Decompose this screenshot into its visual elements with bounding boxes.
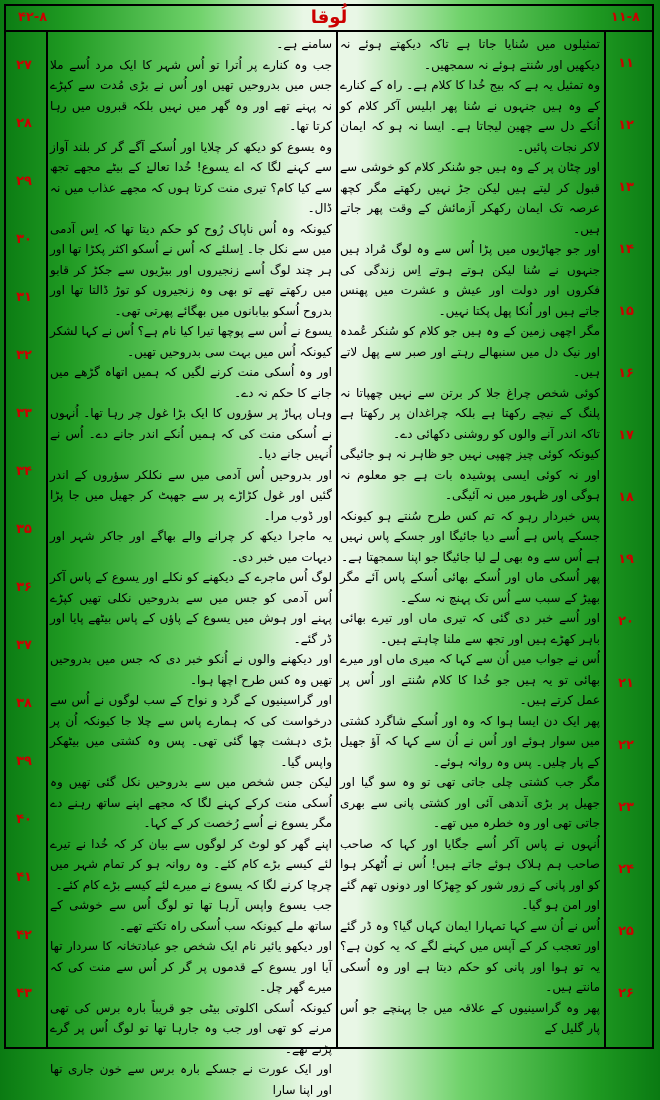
verse-number: ۲۶ [618,986,634,1001]
verse-text: کیونکہ اُسکی اکلوتی بیٹی جو قریباً بارہ برس کی تھی مرنے کو تھی اور جب وہ جارہا تھا تو لوگ اُس پر گرے پڑتے تھے۔ [50,1000,332,1056]
verse-text: اور وہ اُسکی منت کرنے لگیں کہ ہمیں اتھاہ گڑھے میں جانے کا حکم نہ دے۔ [50,365,332,400]
verse-number: ۲۴ [618,862,634,877]
verse-number: ۳۵ [16,522,32,537]
verse-number: ۱۷ [618,428,634,443]
verse-text: اپنے گھر کو لوٹ کر لوگوں سے بیان کر کہ خُدا نے تیرے لئے کیسے بڑے کام کئے۔ وہ روانہ ہو کر تمام شہر میں چرچا کرنے لگا کہ یسوع نے میرے لئے کیسے بڑے کام کئے۔ [50,836,332,892]
verse-text: یسوع نے اُس سے پوچھا تیرا کیا نام ہے؟ اُس نے کہا لشکر کیونکہ اُس میں بہت سی بدروحیں تھیں۔ [50,324,332,359]
verse-text: کیونکہ وہ اُس ناپاک رُوح کو حکم دیتا تھا کہ اِس آدمی میں سے نکل جا۔ اِسلئے کہ اُس نے اُسکو اکثر پکڑا تھا اور ہر چند لوگ اُسے زنجیروں اور بیڑیوں سے جکڑ کر قابو میں رکھتے تھے تو بھی وہ زنجیروں کو توڑ ڈالتا تھا اور بدروح اُسکو بیابانوں میں بھگائے پھرتی تھی۔ [50,221,332,318]
verse-number: ۱۲ [618,118,634,133]
verse-number: ۱۹ [618,552,634,567]
verse-text: مگر جب کشتی چلی جاتی تھی تو وہ سو گیا اور جھیل پر بڑی آندھی آئی اور کشتی پانی سے بھری جاتی تھی اور وہ خطرہ میں تھے۔ [340,775,600,830]
verse-text: اور چٹان پر کے وہ ہیں جو سُنکر کلام کو خوشی سے قبول کر لیتے ہیں لیکن جڑ نہیں رکھتے مگر کچھ عرصہ تک ایمان رکھکر آزمائش کے وقت پھر جاتے ہیں۔ [340,160,600,236]
verse-text: اور ایک عورت نے جسکے بارہ برس سے خون جاری تھا اور اپنا سارا [50,1062,332,1097]
verse-text: اور دیکھنے والوں نے اُنکو خبر دی کہ جس میں بدروحیں تھیں وہ کس طرح اچھا ہوا۔ [50,652,332,687]
verse-text: لیکن جس شخص میں سے بدروحیں نکل گئی تھیں وہ اُسکی منت کرکے کہنے لگا کہ مجھے اپنے ساتھ رہنے دے مگر یسوع نے اُسے رُخصت کر کے کہا۔ [50,775,332,830]
verse-text: پس خبردار رہو کہ تم کس طرح سُنتے ہو کیونکہ جسکے پاس ہے اُسے دیا جائیگا اور جسکے پاس نہیں ہے اُس سے وہ بھی لے لیا جائیگا جو اپنا سمجھتا ہے۔ [340,508,600,564]
verse-number: ۳۰ [16,232,32,247]
verse-number: ۱۵ [618,304,634,319]
verse-number: ۳۱ [16,290,32,305]
verse-number: ۱۳ [618,180,634,195]
verse-number: ۳۲ [16,348,32,363]
verse-text: کوئی شخص چراغ جلا کر برتن سے نہیں چھپاتا نہ پلنگ کے نیچے رکھتا ہے بلکہ چراغدان پر رکھتا ہے تاکہ اندر آنے والوں کو روشنی دکھائی دے۔ [340,385,600,441]
verse-text: جب وہ کنارے پر اُترا تو اُس شہر کا ایک مرد اُسے ملا جس میں بدروحیں تھیں اور اُس نے بڑی مُدت سے کپڑے نہ پہنے تھے اور وہ گھر میں نہیں بلکہ قبروں میں رہا کرتا تھا۔ [50,57,332,133]
verse-text: وہ یسوع کو دیکھ کر چلایا اور اُسکے آگے گر کر بلند آواز سے کہنے لگا کہ اے یسوع! خُدا تعالےٰ کے بیٹے مجھے تجھ سے کیا کام؟ تیری منت کرتا ہوں کہ مجھے عذاب میں نہ ڈال۔ [50,139,332,215]
verse-text: لوگ اُس ماجرے کے دیکھنے کو نکلے اور یسوع کے پاس آکر اُس آدمی کو جس میں سے بدروحیں نکلی تھیں کپڑے پہنے اور ہوش میں یسوع کے پاؤں کے پاس بیٹھے پایا اور ڈر گئے۔ [50,570,332,646]
verse-text: جب یسوع واپس آرہا تھا تو لوگ اُس سے خوشی کے ساتھ ملے کیونکہ سب اُسکی راہ تکتے تھے۔ [50,898,332,933]
verse-text: اُس نے جواب میں اُن سے کہا کہ میری ماں اور میرے بھائی تو یہ ہیں جو خُدا کا کلام سُنتے اور اُس پر عمل کرتے ہیں۔ [340,652,600,707]
center-column-rule [336,32,338,1049]
verse-number: ۲۲ [618,738,634,753]
verse-number: ۱۸ [618,490,634,505]
verse-text: پھر اُسکی ماں اور اُسکے بھائی اُسکے پاس آئے مگر بھیڑ کے سبب سے اُس تک پہنچ نہ سکے۔ [340,570,600,605]
left-text-column [50,34,332,1097]
verse-text: اور جو جھاڑیوں میں پڑا اُس سے وہ لوگ مُراد ہیں جنہوں نے سُنا لیکن ہوتے ہوتے اِس زندگی کی فکروں اور دولت اور عیش و عشرت میں پھنس جاتے ہیں اور اُنکا پھل پکتا نہیں۔ [340,242,600,318]
right-verse-numbers [608,34,652,1047]
verse-number: ۲۵ [618,924,634,939]
verse-text: اور بدروحیں اُس آدمی میں سے نکلکر سؤروں کے اندر گئیں اور غول کڑاڑے پر سے جھپٹ کر جھیل میں جا پڑا اور ڈوب مرا۔ [50,467,332,523]
verse-text: اُنہوں نے پاس آکر اُسے جگایا اور کہا کہ صاحب صاحب ہم ہلاک ہوئے جاتے ہیں! اُس نے اُٹھکر ہوا کو اور پانی کے زور شور کو جِھڑکا اور دونوں تھم گئے اور امن ہو گیا۔ [340,836,600,912]
verse-number: ۳۳ [16,406,32,421]
right-text-column [340,34,600,1045]
verse-number: ۳۸ [16,696,32,711]
verse-number: ۳۴ [16,464,32,479]
verse-number: ۲۱ [618,676,634,691]
verse-number: ۴۱ [16,870,32,885]
verse-text: سامنے ہے۔ [276,37,332,51]
verse-number: ۴۲ [16,928,32,943]
verse-number: ۴۳ [16,986,32,1001]
verse-text: وہاں پہاڑ پر سؤروں کا ایک بڑا غول چر رہا تھا۔ اُنہوں نے اُسکی منت کی کہ ہمیں اُنکے اندر جانے دے۔ اُس نے اُنہیں جانے دیا۔ [50,406,332,461]
verse-number: ۲۹ [16,174,32,189]
verse-text: پھر وہ گراسینیوں کے علاقہ میں جا پہنچے جو اُس پار گلیل کے [340,1000,600,1035]
page-header [4,4,654,32]
book-title: لُوقا [310,6,348,28]
verse-text: اُس نے اُن سے کہا تمہارا ایمان کہاں گیا؟ وہ ڈر گئے اور تعجب کر کے آپس میں کہنے لگے کہ یہ کون ہے؟ یہ تو ہوا اور پانی کو حکم دیتا ہے اور وہ اُسکی مانتے ہیں۔ [340,918,600,994]
verse-number: ۲۰ [618,614,634,629]
right-margin-rule [604,32,606,1049]
verse-number: ۱۱ [618,56,634,71]
header-left-reference: ۴۲-۸ [18,9,48,25]
verse-text: یہ ماجرا دیکھ کر چرانے والے بھاگے اور جاکر شہر اور دیہات میں خبر دی۔ [50,529,332,564]
verse-text: پھر ایک دن ایسا ہوا کہ وہ اور اُسکے شاگرد کشتی میں سوار ہوئے اور اُس نے اُن سے کہا کہ آؤ جھیل کے پار چلیں۔ پس وہ روانہ ہوئے۔ [340,713,600,769]
header-right-reference: ۱۱-۸ [610,9,640,25]
verse-number: ۲۷ [16,58,32,73]
verse-text: وہ تمثیل یہ ہے کہ بیج خُدا کا کلام ہے۔ راہ کے کنارے کے وہ ہیں جنہوں نے سُنا پھر ابلیس آکر کلام کو اُنکے دل سے چھین لیجاتا ہے۔ ایسا نہ ہو کہ ایمان لاکر نجات پائیں۔ [340,78,600,154]
verse-text: تمثیلوں میں سُنایا جاتا ہے تاکہ دیکھتے ہوئے نہ دیکھیں اور سُنتے ہوئے نہ سمجھیں۔ [340,37,600,72]
verse-number: ۲۸ [16,116,32,131]
left-margin-rule [46,32,48,1049]
verse-number: ۴۰ [16,812,32,827]
verse-number: ۳۶ [16,580,32,595]
verse-number: ۱۶ [618,366,634,381]
verse-text: مگر اچھی زمین کے وہ ہیں جو کلام کو سُنکر عُمدہ اور نیک دل میں سنبھالے رہتے اور صبر سے پھل لاتے ہیں۔ [340,324,600,379]
verse-number: ۳۷ [16,638,32,653]
verse-text: اور دیکھو یائیر نام ایک شخص جو عبادتخانہ کا سردار تھا آیا اور یسوع کے قدموں پر گر کر اُس سے منت کی کہ میرے گھر چل۔ [50,939,332,994]
verse-text: اور گراسینیوں کے گرد و نواح کے سب لوگوں نے اُس سے درخواست کی کہ ہمارے پاس سے چلا جا کیونکہ اُن پر بڑی دہشت چھا گئی تھی۔ پس وہ کشتی میں بیٹھکر واپس گیا۔ [50,693,332,769]
verse-number: ۳۹ [16,754,32,769]
left-verse-numbers [6,34,46,1047]
verse-number: ۲۳ [618,800,634,815]
verse-text: اور اُسے خبر دی گئی کہ تیری ماں اور تیرے بھائی باہر کھڑے ہیں اور تجھ سے ملنا چاہتے ہیں۔ [340,611,600,646]
verse-text: کیونکہ کوئی چیز چھپی نہیں جو ظاہر نہ ہو جائیگی اور نہ کوئی ایسی پوشیدہ بات ہے جو معلوم نہ ہوگی اور ظہور میں نہ آئیگی۔ [340,447,600,502]
verse-number: ۱۴ [618,242,634,257]
